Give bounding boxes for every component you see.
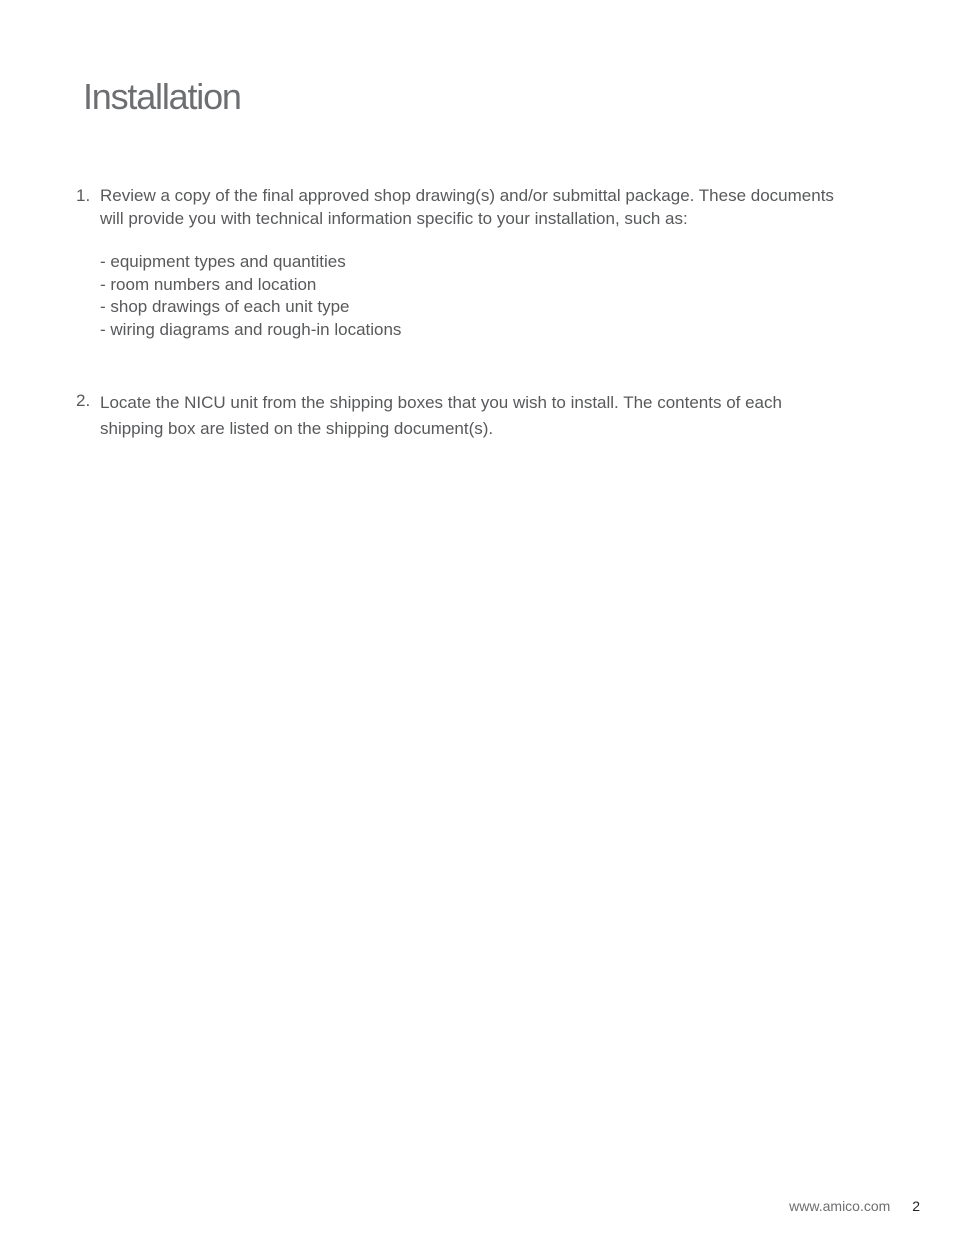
list-item: - equipment types and quantities	[100, 252, 346, 271]
list-item: - wiring diagrams and rough-in locations	[100, 320, 402, 340]
step-1	[76, 184, 836, 342]
list-item: - shop drawings of each unit type	[100, 297, 350, 317]
step-number: 1.	[76, 186, 91, 205]
footer-website-link[interactable]: www.amico.com	[789, 1198, 891, 1214]
page-footer	[789, 1197, 920, 1215]
list-item: - room numbers and location	[100, 274, 317, 294]
requirement-list	[100, 251, 836, 342]
step-number: 2.	[76, 391, 91, 410]
step-text: Locate the NICU unit from the shipping boxes that you wish to install. The contents of each shipping box are listed on the shipping document(s).	[100, 393, 782, 438]
step-body	[100, 184, 836, 342]
step-2	[76, 390, 836, 442]
page-title: Installation	[83, 76, 241, 117]
page-number: 2	[912, 1198, 920, 1214]
step-body	[100, 390, 836, 442]
step-text: Review a copy of the final approved shop drawing(s) and/or submittal package. These documents will provide you with technical information specific to your installation, such as:	[100, 186, 834, 228]
